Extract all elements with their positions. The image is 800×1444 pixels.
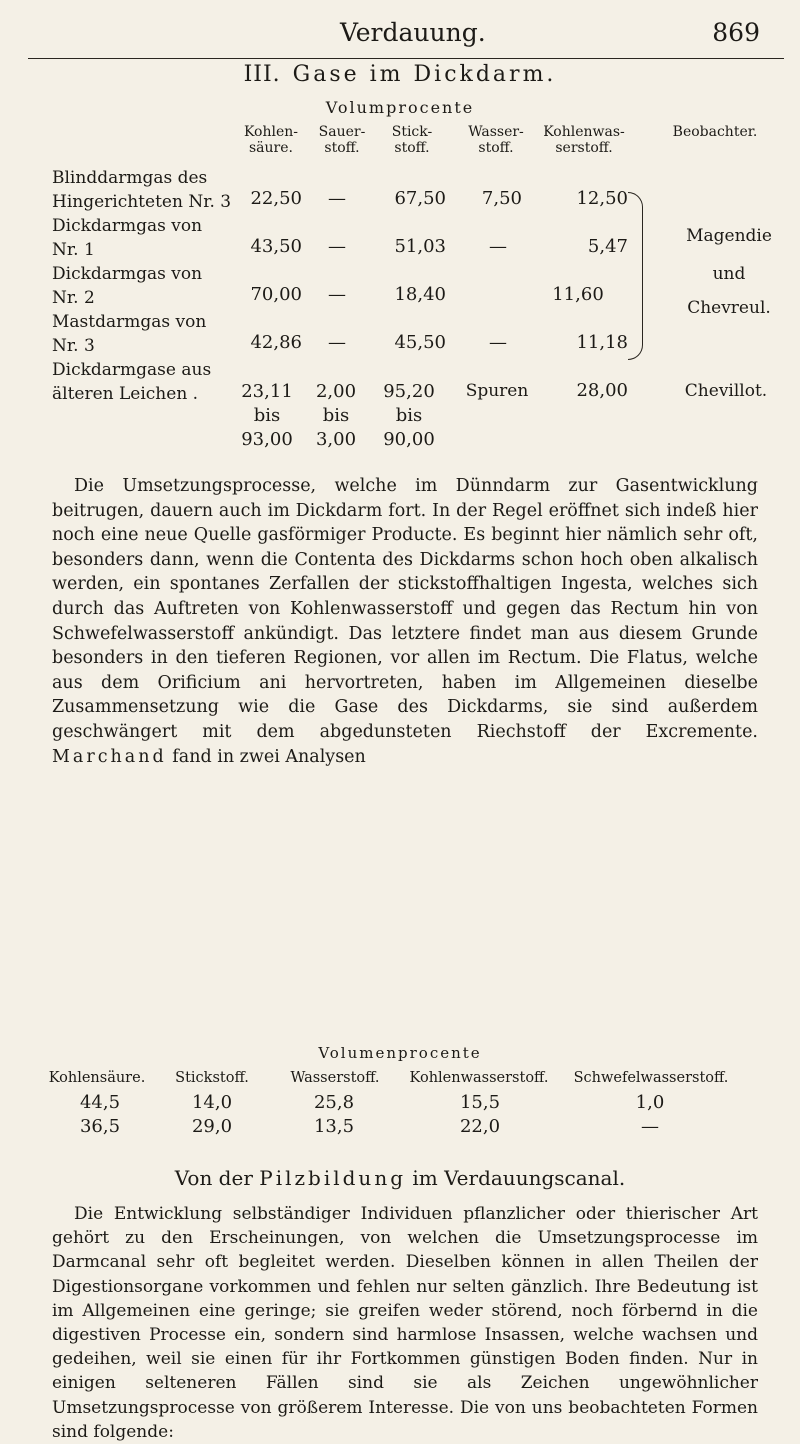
t1-row-label: Dickdarmgas von Nr. 2 (52, 264, 203, 308)
t1-row-label: Dickdarmgase aus älteren Leichen . (52, 360, 212, 404)
t2-cell: 13,5 (313, 1116, 355, 1137)
t1-cell: 51,03 (394, 236, 446, 257)
t1-col-head: Kohlenwas- serstoff. (543, 124, 625, 156)
t1-cell: — (328, 284, 346, 305)
t1-col-head: Wasser- stoff. (468, 124, 524, 156)
t2-cell: 22,0 (459, 1116, 501, 1137)
t2-col-head: Kohlensäure. (48, 1070, 146, 1086)
t1-cell: 95,20 bis 90,00 (383, 381, 435, 450)
section-title-text: Gase im Dickdarm. (292, 62, 557, 87)
t1-cell: — (328, 236, 346, 257)
t1-cell: 23,11 bis 93,00 (241, 381, 293, 450)
t1-cell: 67,50 (394, 188, 446, 209)
observer-name: und (712, 264, 746, 284)
t2-col-head: Stickstoff. (175, 1070, 249, 1086)
heading2-suffix: im Verdauungscanal. (412, 1166, 626, 1190)
t2-col-head: Wasserstoff. (290, 1070, 380, 1086)
t1-row-label: Dickdarmgas von Nr. 1 (52, 216, 203, 260)
t2-cell: 36,5 (79, 1116, 121, 1137)
t1-cell: 70,00 (250, 284, 302, 305)
observer-brace (628, 192, 643, 360)
t1-col-head: Stick- stoff. (391, 124, 433, 156)
paragraph2-text: Die Entwicklung selbständiger Individuen pflanzlicher oder thierischer Art gehört zu den Erscheinungen, von welchen die Umsetzungsprocesse im Darmcanal sehr oft begleitet werden. Dieselben können in allen Theilen der Digestionsorgane vorkommen und fehlen nur selten gänzlich. Ihre Bedeutung ist im Allgemeinen eine geringe; sie greifen weder störend, noch förbernd in die digestiven Processe ein, sondern sind harmlose Insassen, welche wachsen und gedeihen, weil sie einen für ihr Fortkommen günstigen Boden finden. Nur in einigen selteneren Fällen sind sie als Zeichen ungewöhnlicher Umsetzungsprocesse von größerem Interesse. Die von uns beobachteten Formen sind folgende: (52, 1204, 758, 1442)
t1-cell: 5,47 (587, 236, 628, 257)
t1-cell: 45,50 (394, 332, 446, 353)
t2-cell: — (641, 1116, 659, 1137)
observer-name: Magendie (686, 226, 772, 246)
t1-cell: 11,18 (576, 332, 628, 353)
t1-cell: 18,40 (394, 284, 446, 305)
section-title (0, 62, 800, 87)
t1-cell: Spuren (465, 381, 529, 401)
paragraph1-tail: fand in zwei Analysen (172, 746, 366, 767)
t1-cell: — (489, 236, 507, 257)
paragraph-gas-processes (52, 474, 758, 769)
t1-cell: — (328, 332, 346, 353)
t1-cell: 2,00 bis 3,00 (315, 381, 357, 450)
t2-cell: 15,5 (459, 1092, 501, 1113)
page-number: 869 (712, 18, 760, 47)
t1-cell: 11,60 (552, 284, 604, 305)
t2-cell: 1,0 (635, 1092, 665, 1113)
paragraph-fungi (52, 1202, 758, 1444)
t1-cell: 42,86 (250, 332, 302, 353)
t1-col-head: Kohlen- säure. (243, 124, 299, 156)
t1-cell: 12,50 (576, 188, 628, 209)
t1-cell: — (489, 332, 507, 353)
t1-cell: 28,00 (576, 380, 628, 401)
author-name: Marchand (52, 746, 167, 767)
t2-cell: 25,8 (313, 1092, 355, 1113)
t1-col-head: Sauer- stoff. (318, 124, 366, 156)
header-rule (28, 58, 784, 59)
observer-name: Chevillot. (684, 381, 768, 401)
t1-col-head: Beobachter. (672, 124, 758, 140)
observer-name: Chevreul. (687, 298, 771, 318)
paragraph1-text: Die Umsetzungsprocesse, welche im Dünndarm zur Gasentwicklung beitrugen, dauern auch im Dickdarm fort. In der Regel eröffnet sich indeß hier noch eine neue Quelle gasförmiger Producte. Es beginnt hier nämlich sehr oft, besonders dann, wenn die Contenta des Dickdarms schon hoch oben alkalisch werden, ein spontanes Zerfallen der stickstoffhaltigen Ingesta, welches sich durch das Auftreten von Kohlenwasserstoff und gegen das Rectum hin von Schwefelwasserstoff ankündigt. Das letztere findet man aus diesem Grunde besonders in den tieferen Regionen, vor allen im Rectum. Die Flatus, welche aus dem Orificium ani hervortreten, haben im Allgemeinen dieselbe Zusammensetzung wie die Gase des Dickdarms, sie sind außerdem geschwängert mit dem abgedunsteten Riechstoff der Excremente. (52, 476, 758, 742)
t2-cell: 14,0 (191, 1092, 233, 1113)
t1-cell: 22,50 (250, 188, 302, 209)
t1-cell: — (328, 188, 346, 209)
t1-row-label: Mastdarmgas von Nr. 3 (52, 312, 207, 356)
table2-caption: Volumenprocente (318, 1044, 482, 1062)
t1-cell: 43,50 (250, 236, 302, 257)
t2-cell: 44,5 (79, 1092, 121, 1113)
running-head: Verdauung. (340, 18, 486, 47)
table1-caption: Volumprocente (325, 98, 475, 117)
t2-col-head: Kohlenwasserstoff. (409, 1070, 549, 1086)
t2-col-head: Schwefelwasserstoff. (573, 1070, 729, 1086)
section-roman: III. (243, 62, 281, 87)
heading2-prefix: Von der (174, 1166, 253, 1190)
t2-cell: 29,0 (191, 1116, 233, 1137)
t1-row-label: Blinddarmgas des Hingerichteten Nr. 3 (52, 168, 232, 212)
t1-cell: 7,50 (481, 188, 522, 209)
heading2-spaced: Pilzbildung (259, 1166, 406, 1190)
subsection-heading (0, 1166, 800, 1190)
